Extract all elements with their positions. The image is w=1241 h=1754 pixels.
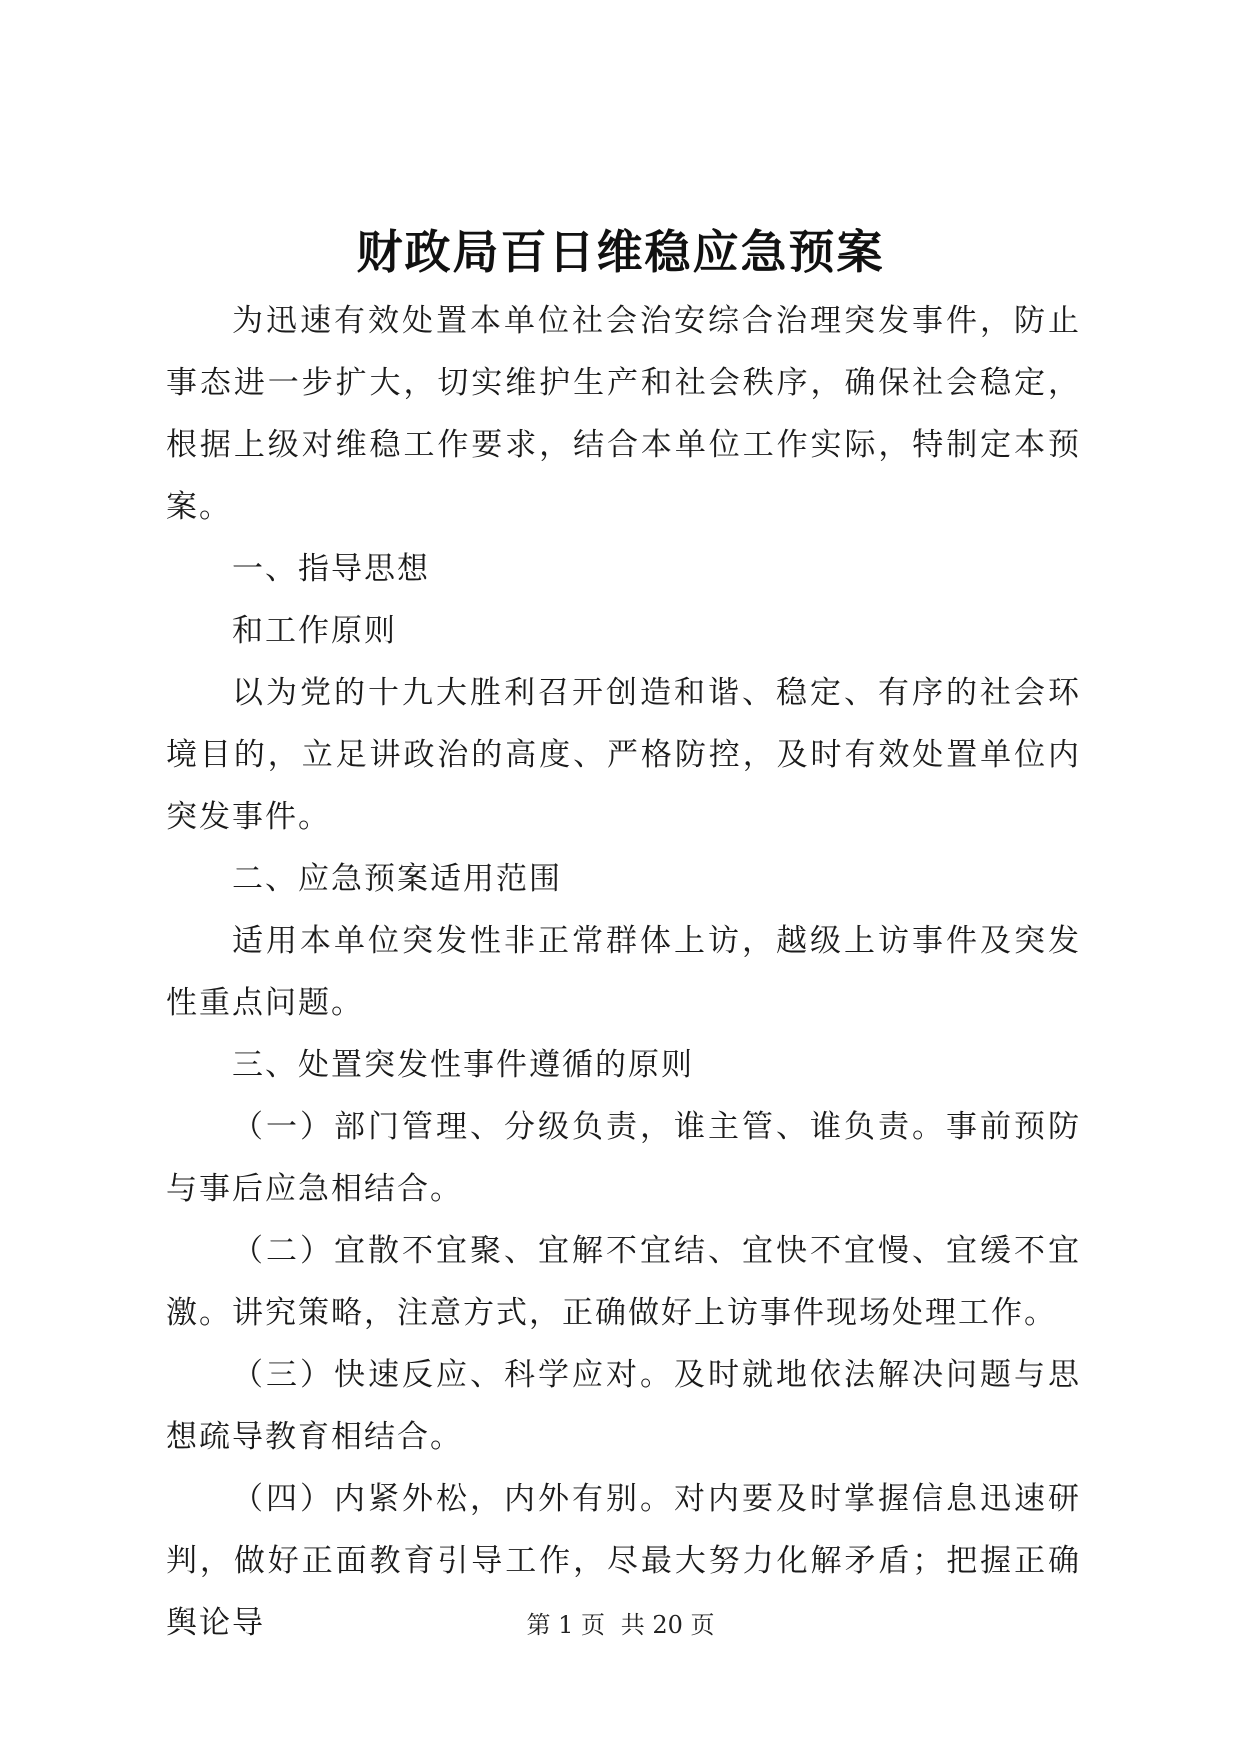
paragraph-intro: 为迅速有效处置本单位社会治安综合治理突发事件，防止事态进一步扩大，切实维护生产和社会秩序，确保社会稳定，根据上级对维稳工作要求，结合本单位工作实际，特制定本预案。	[166, 303, 1081, 525]
principle-item-3: （三）快速反应、科学应对。及时就地依法解决问题与思想疏导教育相结合。	[166, 1357, 1081, 1455]
page-number: 第 1 页	[526, 1611, 606, 1639]
paragraph-guiding: 以为党的十九大胜利召开创造和谐、稳定、有序的社会环境目的，立足讲政治的高度、严格防控，及时有效处置单位内突发事件。	[166, 675, 1081, 835]
section-heading-3: 三、处置突发性事件遵循的原则	[232, 1047, 694, 1083]
principle-item-4: （四）内紧外松，内外有别。对内要及时掌握信息迅速研判，做好正面教育引导工作，尽最大努力化解矛盾；把握正确舆论导	[166, 1481, 1081, 1641]
paragraph-scope: 适用本单位突发性非正常群体上访，越级上访事件及突发性重点问题。	[166, 923, 1081, 1021]
document-body	[166, 290, 1081, 1654]
principle-item-2: （二）宜散不宜聚、宜解不宜结、宜快不宜慢、宜缓不宜激。讲究策略，注意方式，正确做好上访事件现场处理工作。	[166, 1233, 1081, 1331]
principle-item-1: （一）部门管理、分级负责，谁主管、谁负责。事前预防与事后应急相结合。	[166, 1109, 1081, 1207]
section-heading-1-cont: 和工作原则	[232, 613, 397, 649]
section-heading-1: 一、指导思想	[232, 551, 430, 587]
page-footer	[0, 1610, 1241, 1640]
page-total: 共 20 页	[620, 1611, 715, 1639]
document-title: 财政局百日维稳应急预案	[356, 225, 885, 279]
section-heading-2: 二、应急预案适用范围	[232, 861, 562, 897]
